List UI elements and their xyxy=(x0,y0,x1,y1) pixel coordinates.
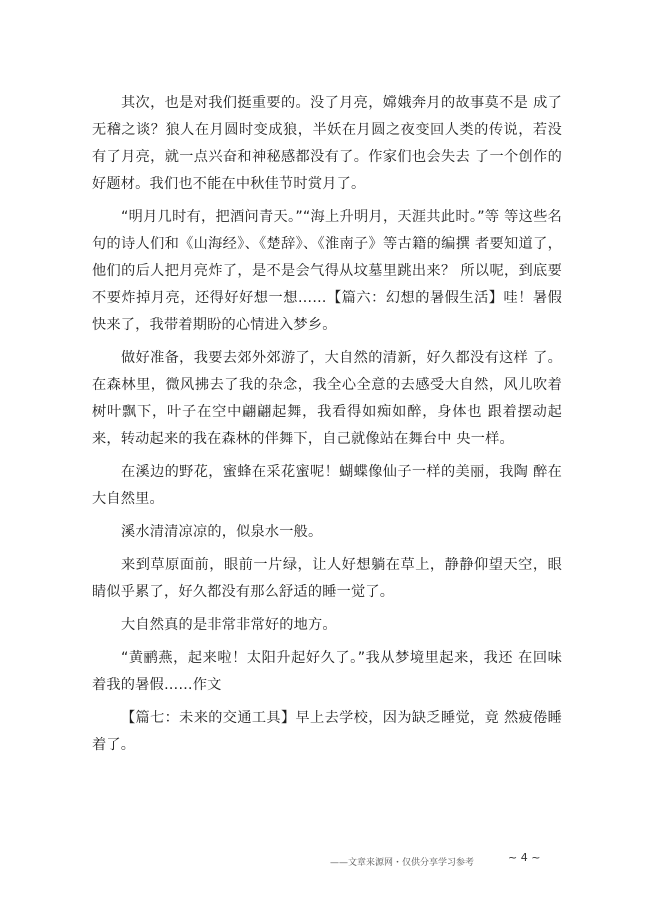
paragraph-6: 来到草原面前，眼前一片绿，让人好想躺在草上，静静仰望天空，眼睛似乎累了，好久都没有那么舒适的睡一觉了。 xyxy=(92,557,562,600)
paragraph-5: 溪水清清凉凉的，似泉水一般。 xyxy=(121,524,323,540)
paragraph-1: 其次，也是对我们挺重要的。没了月亮，嫦娥奔月的故事莫不是 成了无稽之谈？狼人在月圆时变成狼，半妖在月圆之夜变回人类的传说，若没有了月亮，就一点兴奋和神秘感都没有了。作家们也会失去 了一个创作的好题材。我们也不能在中秋佳节时赏月了。 xyxy=(92,95,562,192)
paragraph-8: “黄鹂燕，起来啦！太阳升起好久了。”我从梦境里起来，我还 在回味着我的暑假……作文 xyxy=(92,650,562,693)
paragraph-2: “明月几时有，把酒问青天。”“海上升明月，天涯共此时。”等 等这些名句的诗人们和《山海经》、《楚辞》、《淮南子》等古籍的编撰 者要知道了，他们的后人把月亮炸了，是不是会气得从坟墓里跳出来？ 所以呢，到底要不要炸掉月亮，还得好好想一想……【篇六：幻想的暑假生活】哇！暑假快来了，我带着期盼的心情进入梦乡。 xyxy=(92,209,562,333)
paragraph-7: 大自然真的是非常非常好的地方。 xyxy=(121,617,337,633)
page-number: ~ 4 ~ xyxy=(508,851,541,864)
page-footer-source: ——文章来源网・仅供分享学习参考 xyxy=(330,858,475,868)
paragraph-4: 在溪边的野花，蜜蜂在采花蜜呢！蝴蝶像仙子一样的美丽，我陶 醉在大自然里。 xyxy=(92,464,562,507)
paragraph-9: 【篇七：未来的交通工具】早上去学校，因为缺乏睡觉，竟 然疲倦睡着了。 xyxy=(92,710,562,753)
paragraph-3: 做好准备，我要去郊外郊游了，大自然的清新，好久都没有这样 了。在森林里，微风拂去了我的杂念，我全心全意的去感受大自然，风儿吹着树叶飘下，叶子在空中翩翩起舞，我看得如痴如醉，身体也 跟着摆动起来，转动起来的我在森林的伴舞下，自己就像站在舞台中 央一样。 xyxy=(92,350,562,447)
document-body xyxy=(92,90,562,765)
